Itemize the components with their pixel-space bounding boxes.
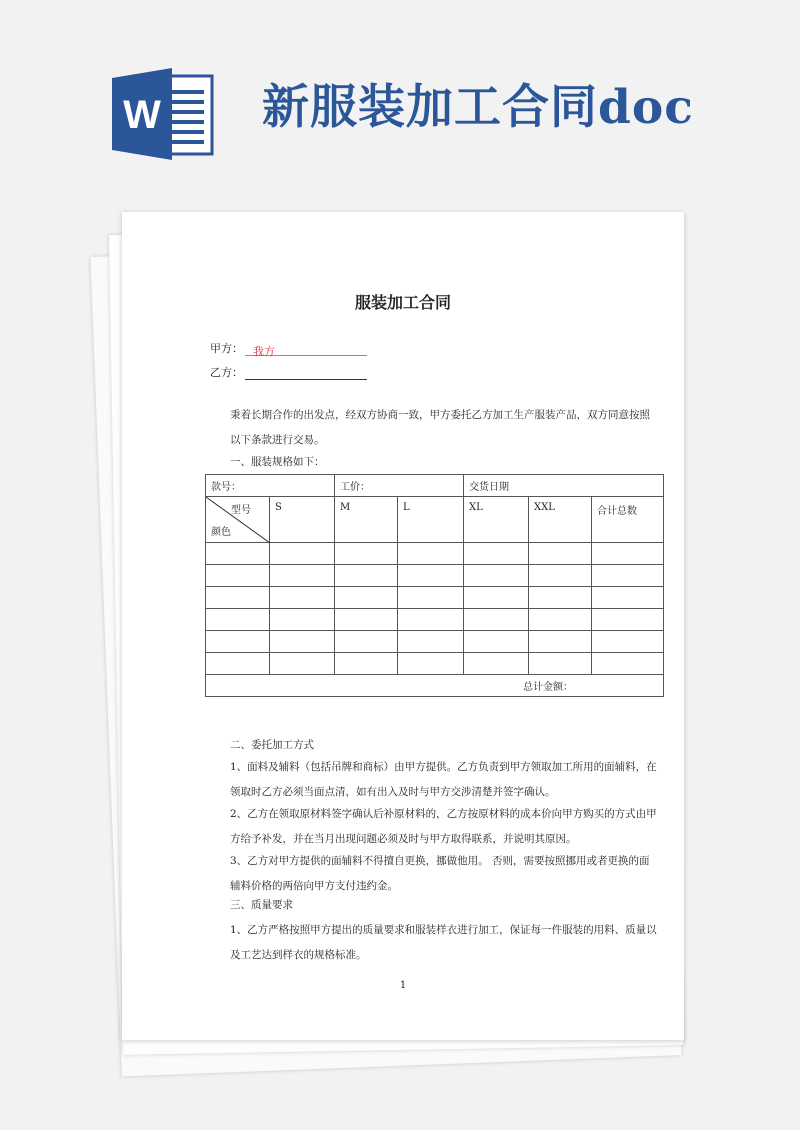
table-row: [206, 497, 664, 543]
word-letter: W: [123, 93, 161, 137]
labor-cost-cell: 工价：: [335, 475, 464, 497]
party-b-value: [245, 367, 367, 380]
size-s: S: [270, 497, 335, 543]
table-row: [206, 475, 664, 497]
section-2-paragraph-2: 2、乙方在领取原材料签字确认后补原材料的，乙方按原材料的成本价向甲方购买的方式由甲方给予补发，并在当月出现问题必须及时与甲方取得联系，并说明其原因。: [230, 808, 657, 845]
size-m: M: [335, 497, 398, 543]
size-xl: XL: [464, 497, 529, 543]
intro-paragraph: [208, 403, 658, 453]
size-label: 型号: [231, 505, 251, 516]
section-1-heading: 一、服装规格如下：: [230, 456, 325, 468]
table-row: [206, 631, 664, 653]
banner: [0, 0, 800, 200]
style-no-cell: 款号：: [206, 475, 335, 497]
party-b-label: 乙方：: [210, 366, 243, 379]
spec-table: [205, 474, 664, 697]
intro-text: 秉着长期合作的出发点，经双方协商一致，甲方委托乙方加工生产服装产品，双方同意按照以下条款进行交易。: [230, 409, 650, 446]
total-amount-cell: 总计金额：: [206, 675, 664, 697]
delivery-date-cell: 交货日期: [464, 475, 664, 497]
table-row: [206, 609, 664, 631]
size-xxl: XXL: [529, 497, 592, 543]
word-document-icon: [112, 68, 216, 160]
section-3-heading: 三、质量要求: [230, 899, 293, 911]
section-2-heading: 二、委托加工方式: [230, 739, 314, 751]
banner-title: 新服装加工合同doc: [262, 80, 694, 135]
section-3-paragraph-1: 1、乙方严格按照甲方提出的质量要求和服装样衣进行加工，保证每一件服装的用料、质量以及工艺达到样衣的规格标准。: [230, 924, 657, 961]
page-number: 1: [399, 980, 407, 991]
section-2-paragraph-1: 1、面料及辅料（包括吊牌和商标）由甲方提供。乙方负责到甲方领取加工所用的面辅料，在领取时乙方必须当面点清，如有出入及时与甲方交涉清楚并签字确认。: [230, 761, 657, 798]
table-row: [206, 565, 664, 587]
size-l: L: [398, 497, 464, 543]
size-color-diagonal-cell: [206, 497, 270, 543]
document-title: 服装加工合同: [354, 293, 451, 312]
size-total: 合计总数: [592, 497, 664, 543]
table-row: [206, 675, 664, 697]
party-a-label: 甲方：: [210, 342, 243, 355]
color-label: 颜色: [211, 527, 231, 538]
party-a-line: [210, 340, 367, 356]
document-page: [122, 212, 684, 1040]
party-b-line: [210, 364, 367, 380]
table-row: [206, 653, 664, 675]
section-2-paragraph-3: 3、乙方对甲方提供的面辅料不得擅自更换，挪做他用。 否则，需要按照挪用或者更换的面辅料价格的两倍向甲方支付违约金。: [230, 855, 650, 892]
table-row: [206, 543, 664, 565]
table-row: [206, 587, 664, 609]
party-a-value: 我方: [245, 343, 367, 356]
